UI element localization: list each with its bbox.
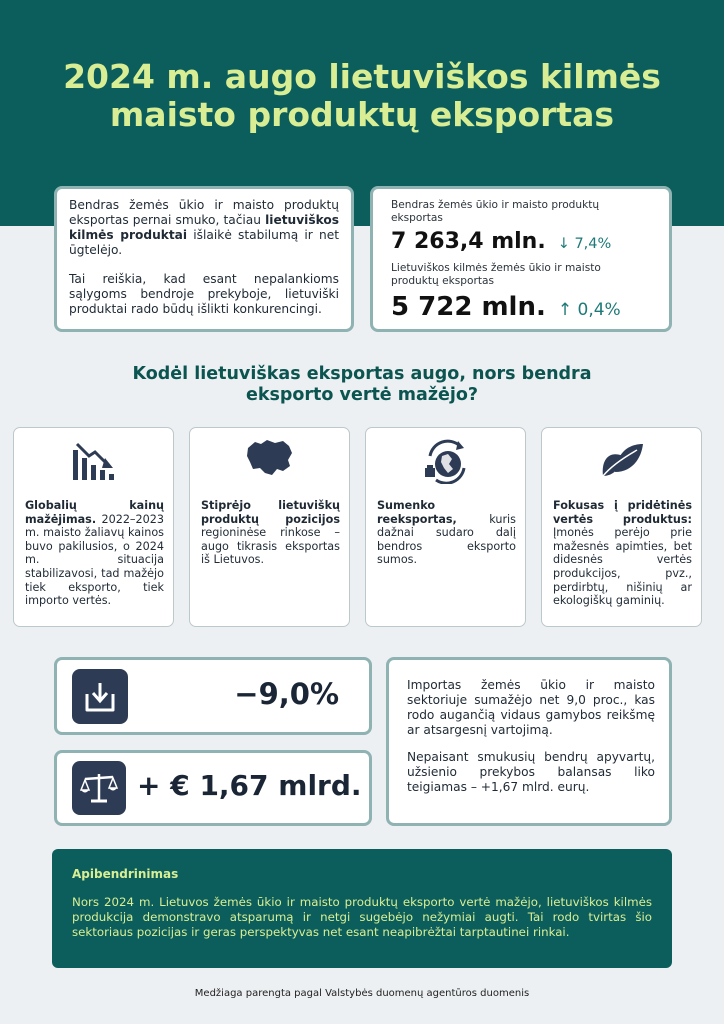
- summary-box: [52, 849, 672, 968]
- intro-paragraph-1: Bendras žemės ūkio ir maisto produktų eksportas pernai smuko, tačiau lietuviškos kilmės produktai išlaikė stabilumą ir net ūgtelėjo.: [69, 198, 339, 257]
- summary-title: Apibendrinimas: [72, 867, 179, 881]
- factor-text: Globalių kainų mažėjimas. 2022–2023 m. maisto žaliavų kainos buvo pakilusios, o 2024 m. situacija stabilizavosi, tad mažėjo tiek eksporto, tiek importo vertės.: [25, 499, 164, 608]
- import-paragraph-1: Importas žemės ūkio ir maisto sektoriuje sumažėjo net 9,0 proc., kas rodo augančią vidaus gamybos reikšmę ar atsargesnį vartojimą.: [407, 678, 655, 737]
- total-export-value: 7 263,4 mln.: [391, 229, 546, 254]
- section-heading: Kodėl lietuviškas eksportas augo, nors bendra eksporto vertė mažėjo?: [132, 364, 592, 405]
- total-export-label: Bendras žemės ūkio ir maisto produktų eksportas: [391, 199, 600, 224]
- export-stats-card: [370, 186, 672, 332]
- factor-text: Stiprėjo lietuviškų produktų pozicijos regioninėse rinkose – augo tikrasis eksportas iš Lietuvos.: [201, 499, 340, 567]
- lithuania-map-icon: [245, 438, 295, 478]
- factor-text: Fokusas į pridėtinės vertės produktus: Įmonės perėjo prie mažesnės apimties, bet didesnės vertės produkcijos, pvz., perdirbtų, nišinių ar ekologiškų gaminių.: [553, 499, 692, 608]
- factor-text: Sumenko reeksportas, kuris dažnai sudaro dalį bendros eksporto sumos.: [377, 499, 516, 567]
- title-line-2: maisto produktų eksportas: [109, 95, 615, 134]
- title-line-1: 2024 m. augo lietuviškos kilmės: [63, 57, 661, 96]
- import-paragraph-2: Nepaisant smukusių bendrų apyvartų, užsienio prekybos balansas liko teigiamas – +1,67 mlrd. eurų.: [407, 750, 655, 794]
- intro-highlight: lietuviškos kilmės produktai: [69, 213, 339, 242]
- factor-card-prices: [13, 427, 174, 627]
- balance-kpi-card: [54, 750, 372, 826]
- balance-scale-icon: [72, 761, 126, 815]
- factor-card-positions: [189, 427, 350, 627]
- source-footer: Medžiaga parengta pagal Valstybės duomenų agentūros duomenis: [194, 988, 530, 999]
- lt-export-change: ↑ 0,4%: [557, 300, 621, 320]
- intro-card: [54, 186, 354, 332]
- trade-balance-value: + € 1,67 mlrd.: [137, 769, 362, 802]
- global-trade-icon: [422, 438, 470, 484]
- factor-card-value-added: [541, 427, 702, 627]
- lt-export-value: 5 722 mln.: [391, 292, 546, 322]
- declining-chart-icon: [71, 438, 117, 484]
- import-kpi-card: [54, 657, 372, 735]
- total-export-change: ↓ 7,4%: [557, 236, 612, 252]
- factor-card-reexport: [365, 427, 526, 627]
- total-export-row: [391, 229, 651, 254]
- import-text-card: [386, 657, 672, 826]
- import-tray-icon: [72, 669, 128, 724]
- summary-text: Nors 2024 m. Lietuvos žemės ūkio ir maisto produktų eksporto vertė mažėjo, lietuviškos kilmės produkcija demonstravo atsparumą ir netgi sugebėjo nežymiai augti. Tai rodo tvirtas šio sektoriaus pozicijas ir geras perspektyvas net esant neapibrėžtai tarptautinei rinkai.: [72, 895, 652, 939]
- lt-export-row: [391, 292, 651, 322]
- intro-paragraph-2: Tai reiškia, kad esant nepalankioms sąlygoms bendroje prekyboje, lietuviški produktai rado būdų išlikti konkurencingi.: [69, 272, 339, 316]
- leaf-icon: [597, 438, 647, 482]
- lt-export-label: Lietuviškos kilmės žemės ūkio ir maisto produktų eksportas: [391, 262, 601, 287]
- page-title: [30, 58, 694, 134]
- import-change-value: −9,0%: [234, 677, 339, 711]
